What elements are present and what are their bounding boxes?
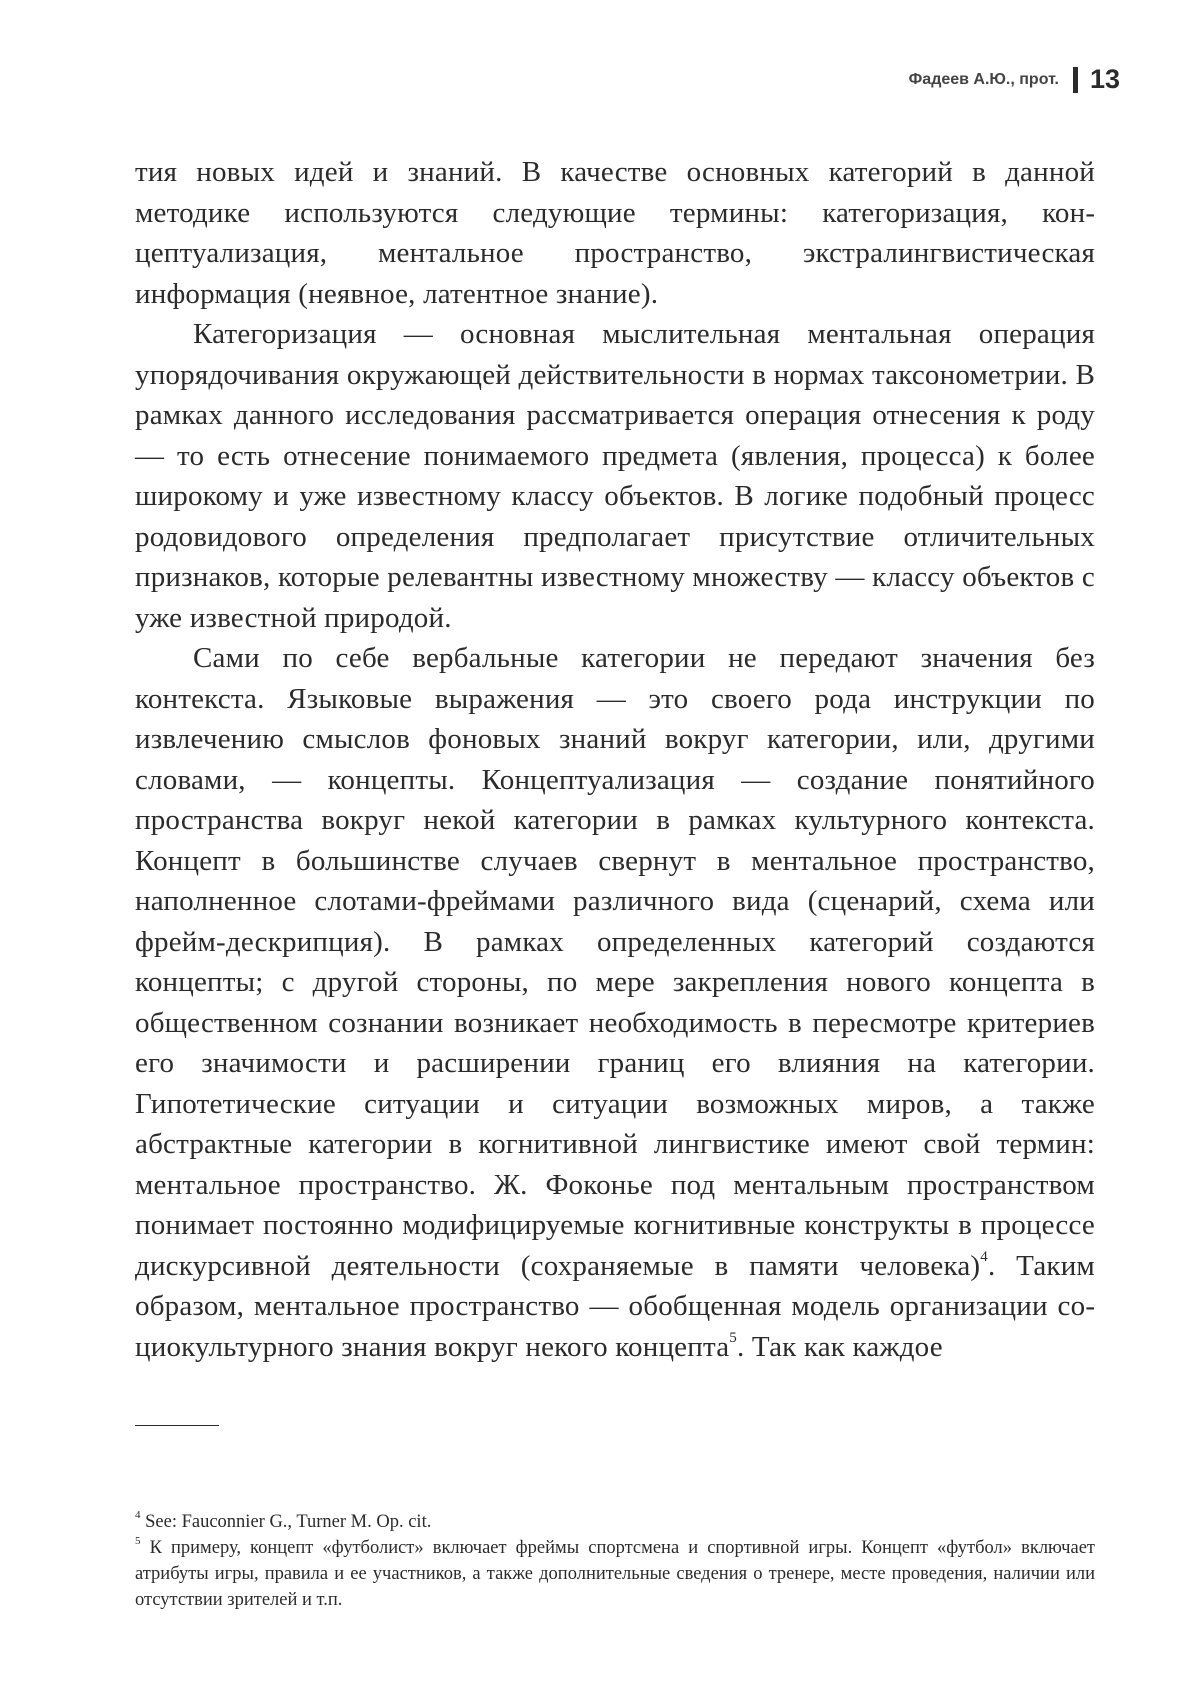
- footnote-text: See: Fauconnier G., Turner M. Op. cit.: [140, 1512, 432, 1532]
- footnote-text: К примеру, концепт «футболист» включает фреймы спортсмена и спортивной игры. Концепт «футбол» включает атрибуты игры, правила и ее участников, а также дополнительные сведения о тренере, месте проведения, наличии или отсутствии зрителей и т.п.: [135, 1538, 1095, 1610]
- footnote-separator-rule: [135, 1425, 219, 1426]
- running-head-separator-bar: [1073, 67, 1078, 93]
- paragraph-1: [135, 152, 1095, 314]
- page-number: 13: [1089, 64, 1120, 94]
- running-head-author: Фадеев А.Ю., прот.: [908, 70, 1059, 88]
- paragraph-text: Сами по себе вербальные категории не передают значения без контекста. Языковые выражения — это своего рода инструкции по извлечению смыслов фоновых знаний вокруг категории, или, другими словами, — концепты. Концептуализация — создание понятийного пространства вокруг некой категории в рамках культурного контекста. Концепт в большинстве случаев свернут в ментальное пространство, наполненное слотами-фреймами различного вида (сценарий, схема или фрейм-дескрипция). В рамках определенных категорий создаются концепты; с другой стороны, по мере закрепления нового концепта в общественном сознании возникает необходимость в пересмотре критериев его значимости и расширении границ его влияния на категории. Гипотетические ситуации и ситуации возможных миров, а также абстрактные категории в когнитивной лингвистике имеют свой термин: ментальное пространство. Ж. Фоконье под ментальным пространством понимает постоянно модифицируемые когнитивные конструкты в процессе дискурсивной деятельности (сохраняемые в памяти человека): [135, 642, 1095, 1282]
- footnote-ref-4[interactable]: 4: [980, 1248, 988, 1265]
- paragraph-text: . Так как каждое: [736, 1330, 943, 1363]
- footnote-mark: 4: [135, 1508, 141, 1521]
- footnote-mark: 5: [135, 1534, 141, 1547]
- footnotes: [135, 1509, 1095, 1613]
- footnote-5: [135, 1535, 1095, 1613]
- paragraph-text: тия новых идей и знаний. В качестве основных категорий в данной методике используются следующие термины: категоризация, концептуализация, ментальное пространство, экстралингвистическая информация (неявное, латентное знание).: [135, 156, 1095, 310]
- footnote-4: [135, 1509, 1095, 1535]
- paragraph-text: . Таким образом, ментальное пространство — обобщенная модель организации социокультурного знания вокруг некого концепта: [135, 1249, 1095, 1363]
- paragraph-3: [135, 638, 1095, 1367]
- paragraph-text: Категоризация — основная мыслительная ментальная операция упорядочивания окружающей действительности в нормах таксонометрии. В рамках данного исследования рассматривается операция отнесения к роду — то есть отнесение понимаемого предмета (явления, процесса) к более широкому и уже известному классу объектов. В логике подобный процесс родовидового определения предполагает присутствие отличительных признаков, которые релевантны известному множеству — классу объектов с уже известной природой.: [135, 318, 1095, 634]
- paragraph-2: [135, 314, 1095, 638]
- body-text: [135, 152, 1095, 1367]
- running-head: [909, 64, 1120, 95]
- footnote-ref-5[interactable]: 5: [729, 1329, 737, 1346]
